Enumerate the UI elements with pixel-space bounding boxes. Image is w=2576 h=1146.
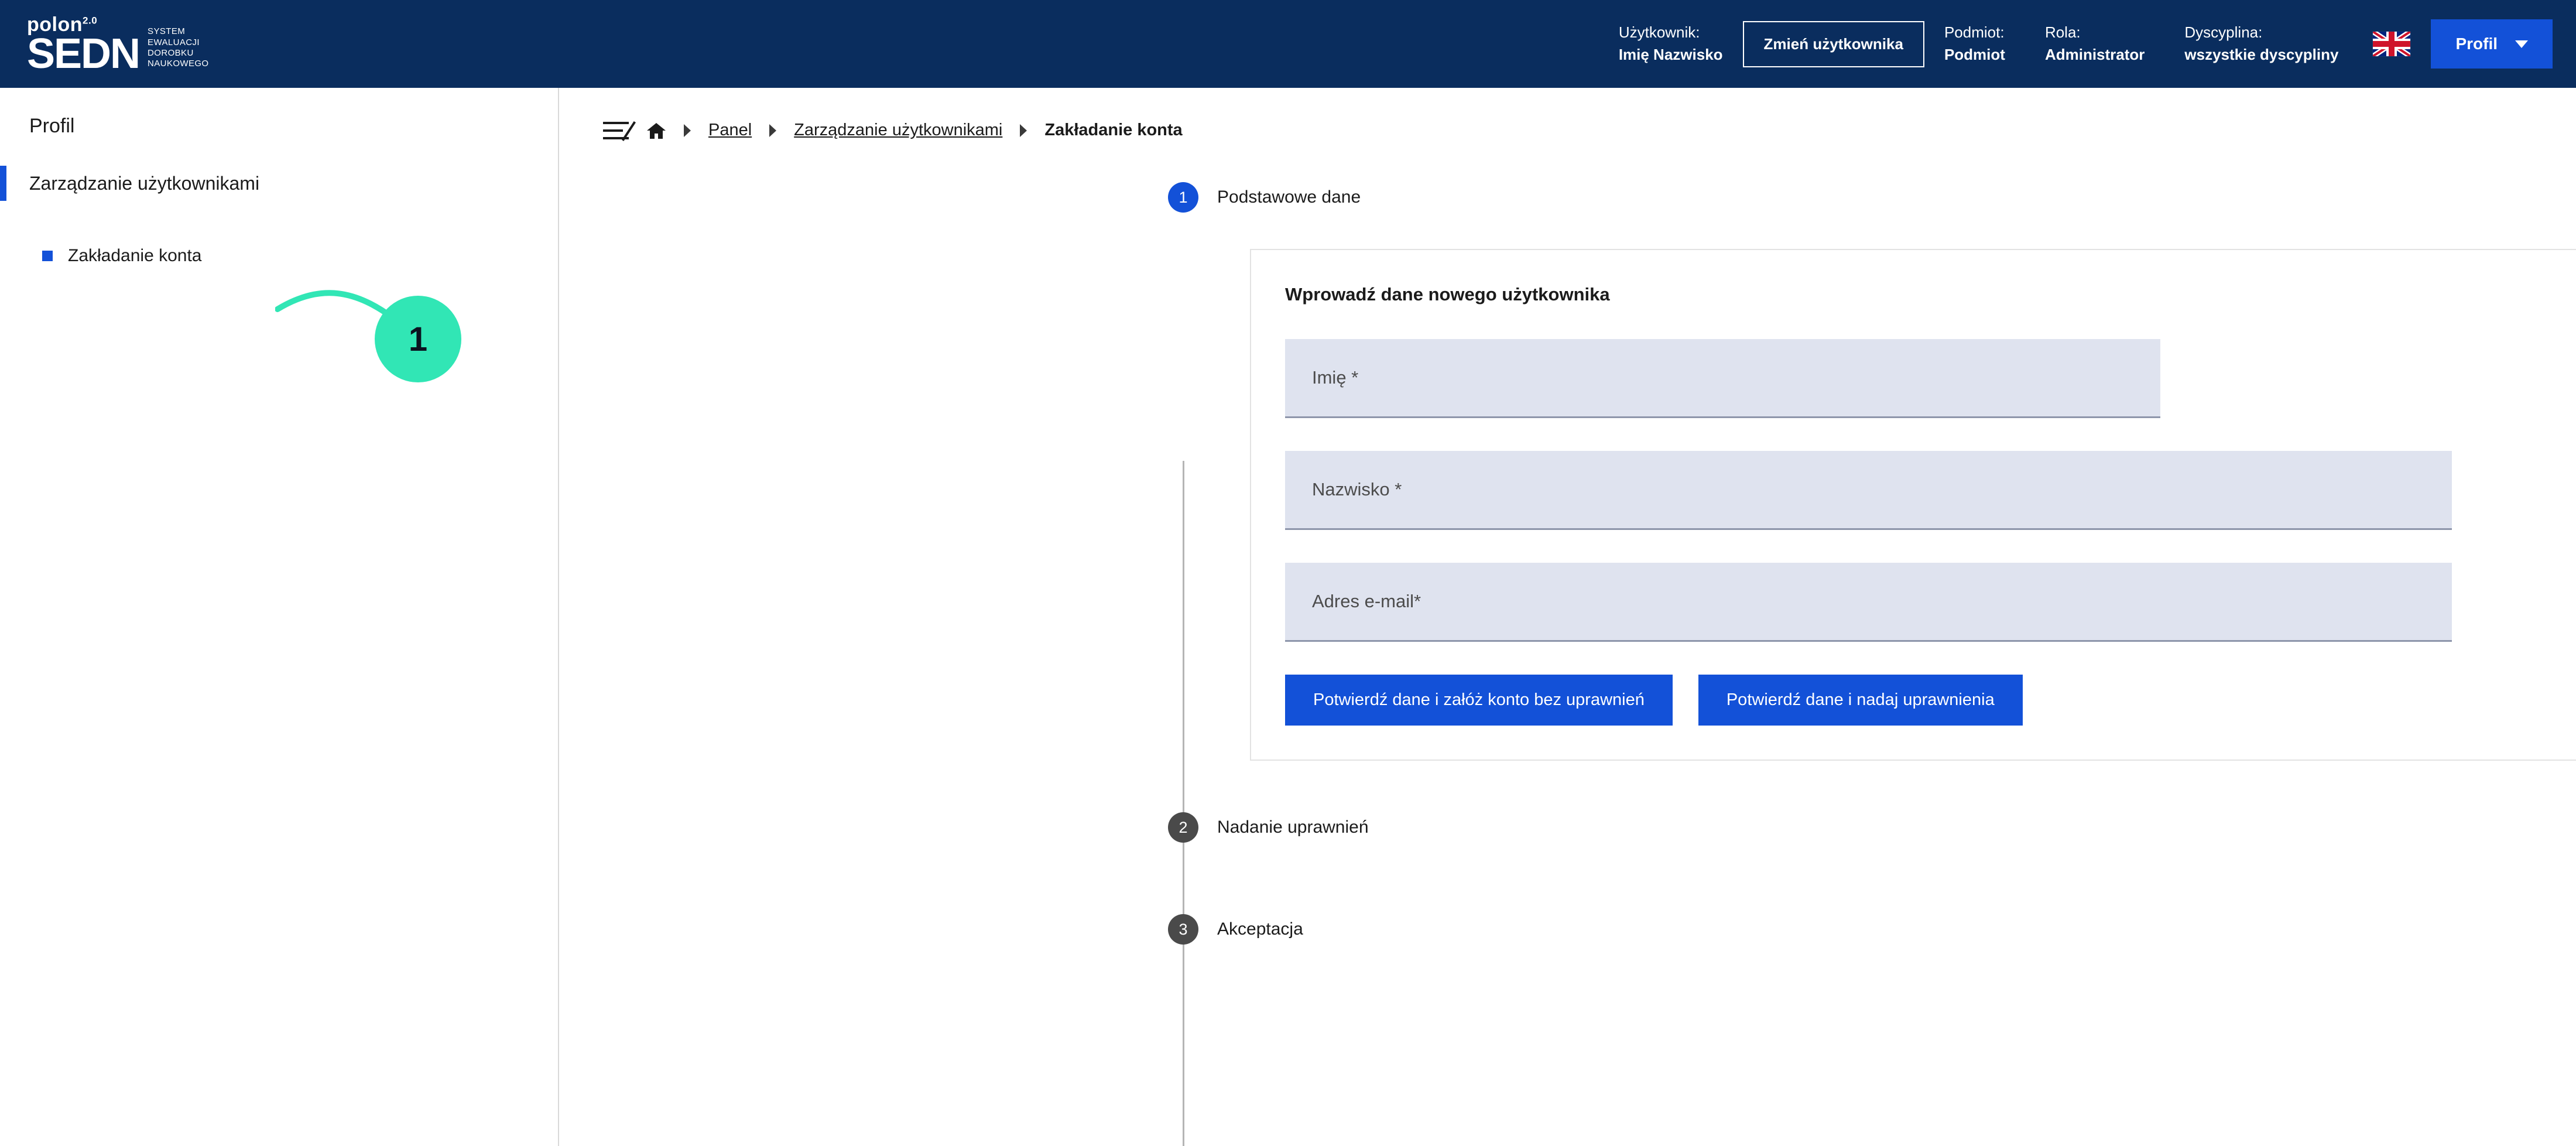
chevron-down-icon (2515, 40, 2528, 48)
step-3-wrap (559, 914, 2576, 945)
confirm-no-permissions-button[interactable]: Potwierdź dane i załóż konto bez uprawnień (1285, 675, 1673, 726)
breadcrumb (559, 88, 2576, 140)
first-name-input[interactable] (1285, 339, 2160, 418)
first-name-placeholder: Imię * (1312, 367, 1359, 388)
step-1-label: Podstawowe dane (1217, 187, 1361, 207)
entity-info (1924, 22, 2025, 66)
confirm-with-permissions-button[interactable]: Potwierdź dane i nadaj uprawnienia (1698, 675, 2023, 726)
breadcrumb-separator-1 (684, 124, 691, 137)
user-value: Imię Nazwisko (1618, 46, 1723, 63)
email-placeholder: Adres e-mail* (1312, 591, 1421, 611)
step-1[interactable] (1168, 182, 2576, 213)
step-3-number: 3 (1168, 914, 1198, 945)
step-1-number: 1 (1168, 182, 1198, 213)
stepper (559, 182, 2576, 213)
logo-sedn-word: SEDN (27, 30, 140, 78)
user-info (1599, 22, 1743, 66)
main-content (559, 88, 2576, 1146)
stepper-connector-line (1183, 461, 1184, 1146)
last-name-input[interactable] (1285, 451, 2452, 530)
sidebar-item-create-account[interactable] (0, 237, 558, 275)
step-2-number: 2 (1168, 812, 1198, 843)
user-label: Użytkownik: (1618, 23, 1700, 42)
callout-badge-1 (375, 296, 461, 382)
logo-polon-version: 2.0 (83, 15, 98, 26)
sidebar (0, 88, 559, 1146)
breadcrumb-separator-2 (769, 124, 776, 137)
sidebar-item-user-management-label: Zarządzanie użytkownikami (29, 172, 260, 194)
step-2[interactable] (1168, 812, 2576, 843)
sidebar-item-create-account-label: Zakładanie konta (68, 246, 202, 265)
logo-text (27, 13, 140, 78)
callout-badge-1-number: 1 (408, 320, 428, 358)
step-3[interactable] (1168, 914, 2576, 945)
card-actions (1285, 675, 2576, 726)
page-body (0, 88, 2576, 1146)
basic-data-card (1250, 249, 2576, 761)
card-title: Wprowadź dane nowego użytkownika (1285, 284, 1610, 305)
sidebar-title: Profil (29, 115, 75, 137)
discipline-label: Dyscyplina: (2184, 23, 2263, 42)
bullet-square-icon (42, 251, 53, 261)
discipline-value: wszystkie dyscypliny (2184, 46, 2339, 63)
breadcrumb-item-panel[interactable]: Panel (708, 121, 752, 139)
role-info (2025, 22, 2164, 66)
step-2-label: Nadanie uprawnień (1217, 817, 1369, 837)
top-bar-right (1599, 19, 2576, 69)
breadcrumb-item-current: Zakładanie konta (1044, 121, 1183, 139)
entity-label: Podmiot: (1944, 23, 2005, 42)
step-2-wrap (559, 812, 2576, 843)
app-logo[interactable] (0, 13, 363, 78)
step-3-label: Akceptacja (1217, 919, 1303, 939)
home-icon[interactable] (646, 122, 666, 139)
top-bar (0, 0, 2576, 88)
logo-subtitle: SYSTEM EWALUACJI DOROBKU NAUKOWEGO (148, 26, 209, 69)
last-name-placeholder: Nazwisko * (1312, 479, 1402, 500)
uk-flag-icon[interactable] (2372, 31, 2411, 57)
role-value: Administrator (2044, 46, 2145, 63)
profile-button-label: Profil (2455, 35, 2498, 53)
role-label: Rola: (2044, 23, 2081, 42)
email-input[interactable] (1285, 563, 2452, 642)
logo-polon-word: polon (27, 13, 83, 36)
sidebar-item-user-management[interactable] (0, 166, 558, 201)
profile-button[interactable] (2431, 19, 2553, 69)
hamburger-collapse-icon[interactable] (603, 122, 629, 139)
breadcrumb-item-user-management[interactable]: Zarządzanie użytkownikami (794, 121, 1003, 139)
breadcrumb-separator-3 (1020, 124, 1027, 137)
change-user-button[interactable]: Zmień użytkownika (1743, 21, 1924, 67)
entity-value: Podmiot (1944, 46, 2005, 63)
discipline-info (2164, 22, 2358, 66)
